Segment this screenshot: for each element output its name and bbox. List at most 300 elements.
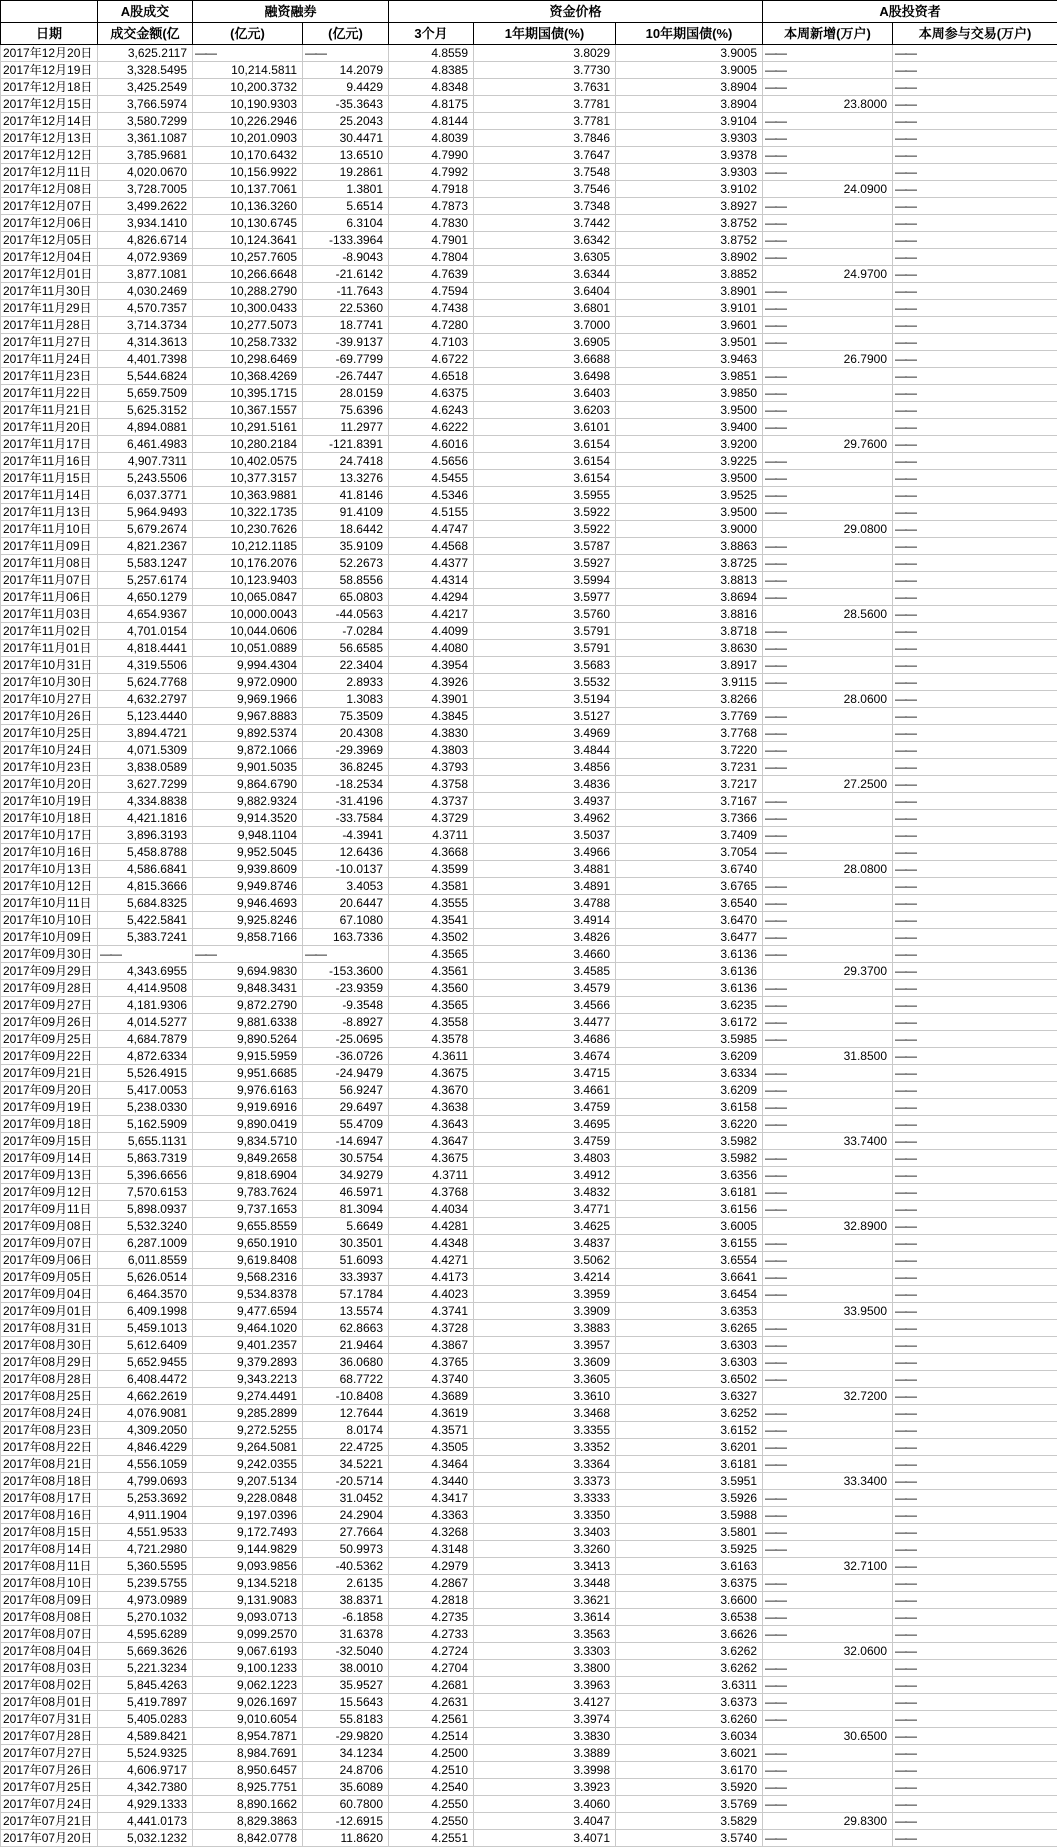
cell-new-investors-weekly[interactable]: —— <box>763 640 893 657</box>
cell-margin-balance[interactable]: 9,952.5045 <box>193 844 303 861</box>
cell-date[interactable]: 2017年07月21日 <box>1 1813 98 1830</box>
cell-new-investors-weekly[interactable]: —— <box>763 130 893 147</box>
cell-turnover-amount[interactable]: 3,580.7299 <box>98 113 193 130</box>
cell-new-investors-weekly[interactable]: 28.0600 <box>763 691 893 708</box>
cell-margin-balance[interactable]: 9,946.4693 <box>193 895 303 912</box>
cell-margin-change[interactable]: 11.8620 <box>303 1830 389 1847</box>
cell-margin-change[interactable]: -31.4196 <box>303 793 389 810</box>
cell-new-investors-weekly[interactable]: —— <box>763 912 893 929</box>
cell-turnover-amount[interactable]: 4,570.7357 <box>98 300 193 317</box>
cell-1year-bond[interactable]: 3.5683 <box>474 657 616 674</box>
cell-turnover-amount[interactable]: 5,652.9455 <box>98 1354 193 1371</box>
cell-new-investors-weekly[interactable]: 27.2500 <box>763 776 893 793</box>
cell-1year-bond[interactable]: 3.5791 <box>474 640 616 657</box>
cell-1year-bond[interactable]: 3.4661 <box>474 1082 616 1099</box>
cell-margin-change[interactable]: 24.2904 <box>303 1507 389 1524</box>
cell-date[interactable]: 2017年12月08日 <box>1 181 98 198</box>
cell-new-investors-weekly[interactable]: —— <box>763 1541 893 1558</box>
cell-margin-change[interactable]: 2.6135 <box>303 1575 389 1592</box>
cell-turnover-amount[interactable]: 4,343.6955 <box>98 963 193 980</box>
cell-10year-bond[interactable]: 3.6262 <box>616 1660 763 1677</box>
cell-date[interactable]: 2017年08月21日 <box>1 1456 98 1473</box>
cell-turnover-amount[interactable]: 4,721.2980 <box>98 1541 193 1558</box>
cell-turnover-amount[interactable]: 4,662.2619 <box>98 1388 193 1405</box>
cell-trading-investors-weekly[interactable]: —— <box>893 1337 1057 1354</box>
cell-date[interactable]: 2017年08月22日 <box>1 1439 98 1456</box>
cell-trading-investors-weekly[interactable]: —— <box>893 776 1057 793</box>
cell-10year-bond[interactable]: 3.9200 <box>616 436 763 453</box>
cell-trading-investors-weekly[interactable]: —— <box>893 878 1057 895</box>
cell-trading-investors-weekly[interactable]: —— <box>893 674 1057 691</box>
cell-3month-rate[interactable]: 4.5155 <box>389 504 474 521</box>
cell-3month-rate[interactable]: 4.2561 <box>389 1711 474 1728</box>
cell-turnover-amount[interactable]: 5,253.3692 <box>98 1490 193 1507</box>
cell-new-investors-weekly[interactable]: —— <box>763 1354 893 1371</box>
cell-margin-change[interactable]: 9.4429 <box>303 79 389 96</box>
cell-date[interactable]: 2017年11月21日 <box>1 402 98 419</box>
cell-3month-rate[interactable]: 4.7280 <box>389 317 474 334</box>
cell-date[interactable]: 2017年11月17日 <box>1 436 98 453</box>
cell-margin-balance[interactable]: 9,915.5959 <box>193 1048 303 1065</box>
cell-3month-rate[interactable]: 4.3643 <box>389 1116 474 1133</box>
cell-turnover-amount[interactable]: 6,037.3771 <box>98 487 193 504</box>
cell-date[interactable]: 2017年09月21日 <box>1 1065 98 1082</box>
cell-10year-bond[interactable]: 3.8917 <box>616 657 763 674</box>
cell-margin-change[interactable]: -32.5040 <box>303 1643 389 1660</box>
cell-10year-bond[interactable]: 3.7054 <box>616 844 763 861</box>
cell-new-investors-weekly[interactable]: —— <box>763 623 893 640</box>
cell-3month-rate[interactable]: 4.3561 <box>389 963 474 980</box>
cell-10year-bond[interactable]: 3.8904 <box>616 79 763 96</box>
cell-3month-rate[interactable]: 4.2551 <box>389 1830 474 1847</box>
cell-3month-rate[interactable]: 4.2510 <box>389 1762 474 1779</box>
cell-10year-bond[interactable]: 3.9101 <box>616 300 763 317</box>
cell-1year-bond[interactable]: 3.4788 <box>474 895 616 912</box>
cell-margin-change[interactable]: -33.7584 <box>303 810 389 827</box>
cell-margin-change[interactable]: 18.7741 <box>303 317 389 334</box>
cell-margin-balance[interactable]: 9,972.0900 <box>193 674 303 691</box>
cell-margin-change[interactable]: 19.2861 <box>303 164 389 181</box>
cell-new-investors-weekly[interactable]: —— <box>763 946 893 963</box>
cell-10year-bond[interactable]: 3.8927 <box>616 198 763 215</box>
cell-trading-investors-weekly[interactable]: —— <box>893 1133 1057 1150</box>
cell-date[interactable]: 2017年09月15日 <box>1 1133 98 1150</box>
cell-trading-investors-weekly[interactable]: —— <box>893 130 1057 147</box>
cell-3month-rate[interactable]: 4.3670 <box>389 1082 474 1099</box>
cell-new-investors-weekly[interactable]: —— <box>763 1422 893 1439</box>
cell-date[interactable]: 2017年08月03日 <box>1 1660 98 1677</box>
cell-date[interactable]: 2017年08月17日 <box>1 1490 98 1507</box>
cell-margin-change[interactable]: 18.6442 <box>303 521 389 538</box>
cell-turnover-amount[interactable]: 5,964.9493 <box>98 504 193 521</box>
cell-new-investors-weekly[interactable]: —— <box>763 1762 893 1779</box>
cell-3month-rate[interactable]: 4.4271 <box>389 1252 474 1269</box>
cell-turnover-amount[interactable]: 6,461.4983 <box>98 436 193 453</box>
cell-new-investors-weekly[interactable]: —— <box>763 1116 893 1133</box>
cell-trading-investors-weekly[interactable]: —— <box>893 249 1057 266</box>
cell-margin-balance[interactable]: 10,176.2076 <box>193 555 303 572</box>
cell-3month-rate[interactable]: 4.4294 <box>389 589 474 606</box>
cell-date[interactable]: 2017年07月25日 <box>1 1779 98 1796</box>
cell-10year-bond[interactable]: 3.6181 <box>616 1456 763 1473</box>
cell-margin-change[interactable]: -18.2534 <box>303 776 389 793</box>
cell-1year-bond[interactable]: 3.3889 <box>474 1745 616 1762</box>
cell-margin-change[interactable]: 12.6436 <box>303 844 389 861</box>
cell-3month-rate[interactable]: 4.7830 <box>389 215 474 232</box>
cell-margin-balance[interactable]: 9,242.0355 <box>193 1456 303 1473</box>
cell-3month-rate[interactable]: 4.3954 <box>389 657 474 674</box>
cell-turnover-amount[interactable]: 6,408.4472 <box>98 1371 193 1388</box>
cell-trading-investors-weekly[interactable]: —— <box>893 725 1057 742</box>
cell-margin-change[interactable]: 41.8146 <box>303 487 389 504</box>
cell-1year-bond[interactable]: 3.3333 <box>474 1490 616 1507</box>
cell-3month-rate[interactable]: 4.3711 <box>389 1167 474 1184</box>
cell-margin-change[interactable]: 13.3276 <box>303 470 389 487</box>
cell-1year-bond[interactable]: 3.3364 <box>474 1456 616 1473</box>
cell-3month-rate[interactable]: 4.3638 <box>389 1099 474 1116</box>
cell-date[interactable]: 2017年07月26日 <box>1 1762 98 1779</box>
cell-turnover-amount[interactable]: 5,583.1247 <box>98 555 193 572</box>
cell-margin-change[interactable]: -23.9359 <box>303 980 389 997</box>
cell-margin-change[interactable]: 24.8706 <box>303 1762 389 1779</box>
cell-date[interactable]: 2017年08月15日 <box>1 1524 98 1541</box>
cell-margin-balance[interactable]: 9,343.2213 <box>193 1371 303 1388</box>
cell-1year-bond[interactable]: 3.7548 <box>474 164 616 181</box>
cell-new-investors-weekly[interactable]: —— <box>763 317 893 334</box>
cell-margin-change[interactable]: 5.6649 <box>303 1218 389 1235</box>
cell-turnover-amount[interactable]: 5,162.5909 <box>98 1116 193 1133</box>
cell-turnover-amount[interactable]: 5,405.0283 <box>98 1711 193 1728</box>
cell-trading-investors-weekly[interactable]: —— <box>893 1762 1057 1779</box>
cell-margin-change[interactable]: -6.1858 <box>303 1609 389 1626</box>
cell-1year-bond[interactable]: 3.4826 <box>474 929 616 946</box>
cell-trading-investors-weekly[interactable]: —— <box>893 1677 1057 1694</box>
cell-margin-balance[interactable]: 10,136.3260 <box>193 198 303 215</box>
cell-margin-change[interactable]: -69.7799 <box>303 351 389 368</box>
cell-new-investors-weekly[interactable]: —— <box>763 1337 893 1354</box>
cell-turnover-amount[interactable]: 4,632.2797 <box>98 691 193 708</box>
cell-margin-change[interactable]: -10.8408 <box>303 1388 389 1405</box>
cell-date[interactable]: 2017年08月14日 <box>1 1541 98 1558</box>
cell-trading-investors-weekly[interactable]: —— <box>893 1371 1057 1388</box>
cell-margin-change[interactable]: 31.0452 <box>303 1490 389 1507</box>
cell-3month-rate[interactable]: 4.4034 <box>389 1201 474 1218</box>
cell-date[interactable]: 2017年10月18日 <box>1 810 98 827</box>
cell-margin-change[interactable]: 36.0680 <box>303 1354 389 1371</box>
cell-margin-balance[interactable]: 10,288.2790 <box>193 283 303 300</box>
cell-new-investors-weekly[interactable]: —— <box>763 742 893 759</box>
cell-1year-bond[interactable]: 3.5127 <box>474 708 616 725</box>
cell-3month-rate[interactable]: 4.3668 <box>389 844 474 861</box>
cell-margin-change[interactable]: 55.8183 <box>303 1711 389 1728</box>
cell-3month-rate[interactable]: 4.3830 <box>389 725 474 742</box>
cell-new-investors-weekly[interactable]: —— <box>763 215 893 232</box>
cell-new-investors-weekly[interactable]: —— <box>763 1405 893 1422</box>
cell-margin-change[interactable]: -7.0284 <box>303 623 389 640</box>
cell-margin-balance[interactable]: 9,892.5374 <box>193 725 303 742</box>
cell-10year-bond[interactable]: 3.6303 <box>616 1337 763 1354</box>
cell-margin-change[interactable]: -35.3643 <box>303 96 389 113</box>
cell-trading-investors-weekly[interactable]: —— <box>893 1082 1057 1099</box>
cell-1year-bond[interactable]: 3.4966 <box>474 844 616 861</box>
cell-1year-bond[interactable]: 3.4071 <box>474 1830 616 1847</box>
cell-turnover-amount[interactable]: 3,425.2549 <box>98 79 193 96</box>
cell-date[interactable]: 2017年08月31日 <box>1 1320 98 1337</box>
cell-trading-investors-weekly[interactable]: —— <box>893 402 1057 419</box>
cell-new-investors-weekly[interactable]: 29.3700 <box>763 963 893 980</box>
cell-10year-bond[interactable]: 3.6158 <box>616 1099 763 1116</box>
cell-margin-balance[interactable]: 9,228.0848 <box>193 1490 303 1507</box>
cell-turnover-amount[interactable]: 4,014.5277 <box>98 1014 193 1031</box>
cell-date[interactable]: 2017年07月24日 <box>1 1796 98 1813</box>
cell-3month-rate[interactable]: 4.3148 <box>389 1541 474 1558</box>
cell-trading-investors-weekly[interactable]: —— <box>893 1575 1057 1592</box>
cell-margin-balance[interactable]: 10,368.4269 <box>193 368 303 385</box>
cell-1year-bond[interactable]: 3.7348 <box>474 198 616 215</box>
cell-turnover-amount[interactable]: 4,846.4229 <box>98 1439 193 1456</box>
cell-date[interactable]: 2017年09月28日 <box>1 980 98 997</box>
cell-1year-bond[interactable]: 3.4962 <box>474 810 616 827</box>
cell-margin-balance[interactable]: 10,363.9881 <box>193 487 303 504</box>
cell-3month-rate[interactable]: 4.3502 <box>389 929 474 946</box>
cell-turnover-amount[interactable]: 4,826.6714 <box>98 232 193 249</box>
cell-1year-bond[interactable]: 3.4660 <box>474 946 616 963</box>
cell-date[interactable]: 2017年12月19日 <box>1 62 98 79</box>
cell-date[interactable]: 2017年11月06日 <box>1 589 98 606</box>
cell-3month-rate[interactable]: 4.4217 <box>389 606 474 623</box>
cell-new-investors-weekly[interactable]: —— <box>763 674 893 691</box>
cell-margin-change[interactable]: 22.5360 <box>303 300 389 317</box>
cell-10year-bond[interactable]: 3.6260 <box>616 1711 763 1728</box>
cell-turnover-amount[interactable]: 5,532.3240 <box>98 1218 193 1235</box>
cell-trading-investors-weekly[interactable]: —— <box>893 1286 1057 1303</box>
cell-trading-investors-weekly[interactable]: —— <box>893 1388 1057 1405</box>
cell-margin-balance[interactable]: 9,694.9830 <box>193 963 303 980</box>
cell-margin-balance[interactable]: 9,976.6163 <box>193 1082 303 1099</box>
cell-new-investors-weekly[interactable]: —— <box>763 1779 893 1796</box>
cell-trading-investors-weekly[interactable]: —— <box>893 1473 1057 1490</box>
cell-3month-rate[interactable]: 4.8175 <box>389 96 474 113</box>
cell-1year-bond[interactable]: 3.3800 <box>474 1660 616 1677</box>
cell-margin-balance[interactable]: 10,226.2946 <box>193 113 303 130</box>
cell-trading-investors-weekly[interactable]: —— <box>893 1201 1057 1218</box>
cell-3month-rate[interactable]: 4.2514 <box>389 1728 474 1745</box>
cell-1year-bond[interactable]: 3.4579 <box>474 980 616 997</box>
cell-margin-change[interactable]: 31.6378 <box>303 1626 389 1643</box>
cell-margin-balance[interactable]: 8,925.7751 <box>193 1779 303 1796</box>
cell-10year-bond[interactable]: 3.5926 <box>616 1490 763 1507</box>
cell-1year-bond[interactable]: 3.3352 <box>474 1439 616 1456</box>
cell-10year-bond[interactable]: 3.6034 <box>616 1728 763 1745</box>
cell-1year-bond[interactable]: 3.7781 <box>474 96 616 113</box>
cell-date[interactable]: 2017年10月09日 <box>1 929 98 946</box>
cell-1year-bond[interactable]: 3.3609 <box>474 1354 616 1371</box>
cell-3month-rate[interactable]: 4.6222 <box>389 419 474 436</box>
cell-turnover-amount[interactable]: 5,422.5841 <box>98 912 193 929</box>
cell-1year-bond[interactable]: 3.6342 <box>474 232 616 249</box>
cell-3month-rate[interactable]: 4.2550 <box>389 1796 474 1813</box>
cell-10year-bond[interactable]: 3.5769 <box>616 1796 763 1813</box>
cell-trading-investors-weekly[interactable]: —— <box>893 1711 1057 1728</box>
cell-1year-bond[interactable]: 3.3448 <box>474 1575 616 1592</box>
cell-1year-bond[interactable]: 3.4969 <box>474 725 616 742</box>
cell-trading-investors-weekly[interactable]: —— <box>893 1252 1057 1269</box>
cell-1year-bond[interactable]: 3.5994 <box>474 572 616 589</box>
cell-3month-rate[interactable]: 4.2704 <box>389 1660 474 1677</box>
cell-trading-investors-weekly[interactable]: —— <box>893 555 1057 572</box>
cell-margin-balance[interactable]: 10,377.3157 <box>193 470 303 487</box>
cell-turnover-amount[interactable]: 4,818.4441 <box>98 640 193 657</box>
cell-date[interactable]: 2017年08月16日 <box>1 1507 98 1524</box>
cell-turnover-amount[interactable]: 4,650.1279 <box>98 589 193 606</box>
cell-1year-bond[interactable]: 3.6801 <box>474 300 616 317</box>
cell-1year-bond[interactable]: 3.7647 <box>474 147 616 164</box>
cell-turnover-amount[interactable]: 4,815.3666 <box>98 878 193 895</box>
cell-trading-investors-weekly[interactable]: —— <box>893 181 1057 198</box>
cell-1year-bond[interactable]: 3.3373 <box>474 1473 616 1490</box>
cell-1year-bond[interactable]: 3.3621 <box>474 1592 616 1609</box>
cell-turnover-amount[interactable]: 5,659.7509 <box>98 385 193 402</box>
cell-1year-bond[interactable]: 3.4881 <box>474 861 616 878</box>
cell-1year-bond[interactable]: 3.3998 <box>474 1762 616 1779</box>
cell-10year-bond[interactable]: 3.5740 <box>616 1830 763 1847</box>
cell-margin-change[interactable]: 20.6447 <box>303 895 389 912</box>
cell-new-investors-weekly[interactable]: —— <box>763 487 893 504</box>
cell-trading-investors-weekly[interactable]: —— <box>893 504 1057 521</box>
cell-date[interactable]: 2017年09月25日 <box>1 1031 98 1048</box>
cell-10year-bond[interactable]: 3.6170 <box>616 1762 763 1779</box>
cell-date[interactable]: 2017年09月08日 <box>1 1218 98 1235</box>
cell-margin-balance[interactable]: 9,834.5710 <box>193 1133 303 1150</box>
cell-margin-change[interactable]: -25.0695 <box>303 1031 389 1048</box>
cell-margin-change[interactable]: -9.3548 <box>303 997 389 1014</box>
cell-date[interactable]: 2017年11月29日 <box>1 300 98 317</box>
cell-1year-bond[interactable]: 3.5760 <box>474 606 616 623</box>
cell-margin-change[interactable]: -11.7643 <box>303 283 389 300</box>
cell-margin-balance[interactable]: 9,925.8246 <box>193 912 303 929</box>
cell-3month-rate[interactable]: 4.4281 <box>389 1218 474 1235</box>
cell-trading-investors-weekly[interactable]: —— <box>893 368 1057 385</box>
cell-date[interactable]: 2017年08月23日 <box>1 1422 98 1439</box>
cell-3month-rate[interactable]: 4.7103 <box>389 334 474 351</box>
cell-1year-bond[interactable]: 3.4937 <box>474 793 616 810</box>
cell-3month-rate[interactable]: 4.3729 <box>389 810 474 827</box>
cell-new-investors-weekly[interactable]: —— <box>763 1320 893 1337</box>
cell-trading-investors-weekly[interactable]: —— <box>893 640 1057 657</box>
cell-10year-bond[interactable]: 3.6353 <box>616 1303 763 1320</box>
cell-3month-rate[interactable]: 4.3363 <box>389 1507 474 1524</box>
cell-trading-investors-weekly[interactable]: —— <box>893 810 1057 827</box>
cell-3month-rate[interactable]: 4.3440 <box>389 1473 474 1490</box>
cell-10year-bond[interactable]: 3.5925 <box>616 1541 763 1558</box>
cell-turnover-amount[interactable]: 5,626.0514 <box>98 1269 193 1286</box>
cell-margin-balance[interactable]: 9,969.1966 <box>193 691 303 708</box>
cell-turnover-amount[interactable]: —— <box>98 946 193 963</box>
cell-10year-bond[interactable]: 3.8816 <box>616 606 763 623</box>
cell-10year-bond[interactable]: 3.6155 <box>616 1235 763 1252</box>
cell-new-investors-weekly[interactable]: 31.8500 <box>763 1048 893 1065</box>
cell-1year-bond[interactable]: 3.4674 <box>474 1048 616 1065</box>
cell-margin-balance[interactable]: 9,848.3431 <box>193 980 303 997</box>
cell-margin-change[interactable]: 163.7336 <box>303 929 389 946</box>
cell-margin-change[interactable]: 57.1784 <box>303 1286 389 1303</box>
cell-date[interactable]: 2017年10月30日 <box>1 674 98 691</box>
cell-margin-balance[interactable]: 9,890.0419 <box>193 1116 303 1133</box>
cell-1year-bond[interactable]: 3.4625 <box>474 1218 616 1235</box>
cell-trading-investors-weekly[interactable]: —— <box>893 1609 1057 1626</box>
cell-date[interactable]: 2017年12月15日 <box>1 96 98 113</box>
cell-margin-change[interactable]: —— <box>303 45 389 62</box>
cell-date[interactable]: 2017年11月20日 <box>1 419 98 436</box>
cell-date[interactable]: 2017年09月22日 <box>1 1048 98 1065</box>
cell-trading-investors-weekly[interactable]: —— <box>893 1660 1057 1677</box>
cell-new-investors-weekly[interactable]: —— <box>763 147 893 164</box>
cell-trading-investors-weekly[interactable]: —— <box>893 793 1057 810</box>
cell-turnover-amount[interactable]: 3,877.1081 <box>98 266 193 283</box>
cell-date[interactable]: 2017年12月20日 <box>1 45 98 62</box>
cell-margin-balance[interactable]: 10,065.0847 <box>193 589 303 606</box>
cell-1year-bond[interactable]: 3.4477 <box>474 1014 616 1031</box>
cell-new-investors-weekly[interactable]: —— <box>763 572 893 589</box>
cell-new-investors-weekly[interactable]: —— <box>763 1286 893 1303</box>
cell-trading-investors-weekly[interactable]: —— <box>893 691 1057 708</box>
cell-10year-bond[interactable]: 3.9115 <box>616 674 763 691</box>
cell-margin-balance[interactable]: 9,568.2316 <box>193 1269 303 1286</box>
cell-10year-bond[interactable]: 3.8904 <box>616 96 763 113</box>
cell-trading-investors-weekly[interactable]: —— <box>893 1116 1057 1133</box>
cell-new-investors-weekly[interactable]: 32.8900 <box>763 1218 893 1235</box>
cell-margin-balance[interactable]: 10,395.1715 <box>193 385 303 402</box>
cell-10year-bond[interactable]: 3.8694 <box>616 589 763 606</box>
cell-date[interactable]: 2017年08月02日 <box>1 1677 98 1694</box>
cell-trading-investors-weekly[interactable]: —— <box>893 844 1057 861</box>
cell-1year-bond[interactable]: 3.5787 <box>474 538 616 555</box>
cell-new-investors-weekly[interactable]: —— <box>763 1660 893 1677</box>
cell-10year-bond[interactable]: 3.8901 <box>616 283 763 300</box>
cell-margin-change[interactable]: -21.6142 <box>303 266 389 283</box>
cell-trading-investors-weekly[interactable]: —— <box>893 572 1057 589</box>
cell-new-investors-weekly[interactable]: —— <box>763 759 893 776</box>
cell-new-investors-weekly[interactable]: —— <box>763 1677 893 1694</box>
cell-10year-bond[interactable]: 3.9005 <box>616 62 763 79</box>
cell-margin-change[interactable]: 13.5574 <box>303 1303 389 1320</box>
cell-3month-rate[interactable]: 4.2979 <box>389 1558 474 1575</box>
cell-10year-bond[interactable]: 3.8813 <box>616 572 763 589</box>
cell-10year-bond[interactable]: 3.6740 <box>616 861 763 878</box>
cell-trading-investors-weekly[interactable]: —— <box>893 963 1057 980</box>
cell-margin-change[interactable]: -8.9043 <box>303 249 389 266</box>
cell-date[interactable]: 2017年11月02日 <box>1 623 98 640</box>
cell-new-investors-weekly[interactable]: —— <box>763 1371 893 1388</box>
cell-margin-balance[interactable]: 10,277.5073 <box>193 317 303 334</box>
cell-3month-rate[interactable]: 4.6375 <box>389 385 474 402</box>
cell-new-investors-weekly[interactable]: —— <box>763 1252 893 1269</box>
cell-turnover-amount[interactable]: 4,020.0670 <box>98 164 193 181</box>
cell-3month-rate[interactable]: 4.7594 <box>389 283 474 300</box>
cell-new-investors-weekly[interactable]: —— <box>763 453 893 470</box>
cell-margin-balance[interactable]: —— <box>193 946 303 963</box>
cell-turnover-amount[interactable]: 5,845.4263 <box>98 1677 193 1694</box>
cell-10year-bond[interactable]: 3.6477 <box>616 929 763 946</box>
cell-date[interactable]: 2017年09月07日 <box>1 1235 98 1252</box>
cell-margin-balance[interactable]: 9,901.5035 <box>193 759 303 776</box>
cell-date[interactable]: 2017年11月28日 <box>1 317 98 334</box>
cell-date[interactable]: 2017年11月22日 <box>1 385 98 402</box>
cell-10year-bond[interactable]: 3.8752 <box>616 215 763 232</box>
cell-10year-bond[interactable]: 3.6303 <box>616 1354 763 1371</box>
cell-margin-change[interactable]: 22.4725 <box>303 1439 389 1456</box>
cell-trading-investors-weekly[interactable]: —— <box>893 1150 1057 1167</box>
